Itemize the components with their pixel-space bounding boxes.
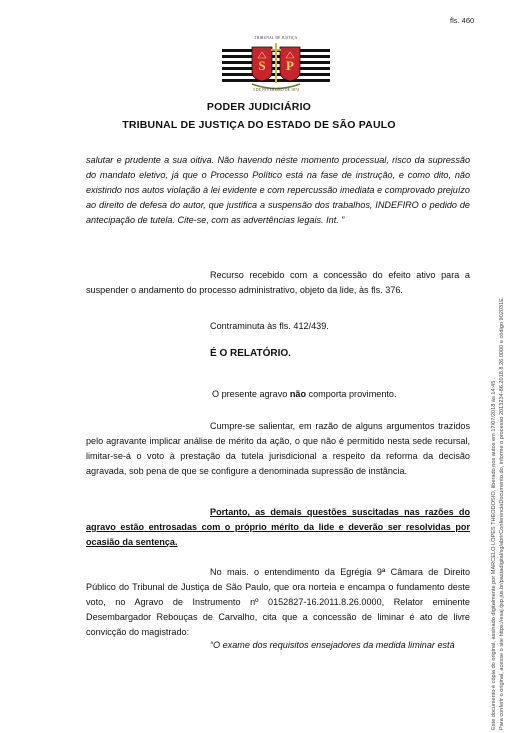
stamp-line-1: Este documento é cópia do original, assinado digitalmente por MARCELO LOPES THEODOSIO, liberado nos autos em 17/07/2018 às 14:45 . (491, 377, 497, 730)
emblem-graphic (222, 41, 330, 93)
stamp-line-2: Para conferir o original, acesse o site https://esaj.tjsp.jus.br/pastadigital/sg/abrirConferenciaDocumento.do, informe o processo 2013234-86.2018.8.26.0000 e código 902031E. (499, 296, 505, 730)
agravo-text-post: comporta provimento. (306, 389, 397, 399)
digital-signature-stamp (490, 297, 506, 730)
relatorio-heading: É O RELATÓRIO. (210, 348, 291, 359)
quote-continuation-paragraph: salutar e prudente a sua oitiva. Não havendo neste momento processual, risco da supressão do mandato eletivo, já que o Processo Político está na fase de instrução, e como dito, não existindo nos autos violação à lei evidente e com repercussão imediata e comprovado prejuízo ao direito de defesa do autor, que justifica a suspensão dos trabalhos, INDEFIRO o pedido de antecipação de tutela. Cite-se, com as advertências legais. Int. ” (86, 155, 470, 225)
portanto-paragraph (86, 505, 470, 550)
emblem-top-caption: TRIBUNAL DE JUSTIÇA (254, 36, 298, 40)
agravo-text-bold: não (289, 389, 307, 399)
cumpre-text: Cumpre-se salientar, em razão de alguns argumentos trazidos pelo agravante implicar análise de mérito da ação, o que não é permitido nesta sede recursal, limitar-se-á o voto à prestação da tutela jurisdicional a respeito da reforma da decisão agravada, sob pena de que se configure a denominada supressão de instância. (86, 421, 470, 476)
agravo-text-pre: O presente agravo (212, 389, 290, 399)
emblem-bottom-caption: 3 DE FEVEREIRO DE 1874 (252, 88, 300, 92)
no-mais-paragraph (86, 565, 470, 640)
contraminuta-paragraph: Contraminuta às fls. 412/439. (210, 321, 329, 331)
page-number: fls. 460 (450, 16, 475, 25)
agravo-paragraph (212, 387, 472, 402)
cumpre-paragraph (86, 419, 470, 479)
court-emblem (222, 36, 330, 94)
portanto-text: Portanto, as demais questões suscitadas nas razões do agravo estão entrosadas com o próprio mérito da lide e deverão ser resolvidas por ocasião da sentença. (86, 507, 470, 547)
header-line-2: TRIBUNAL DE JUSTIÇA DO ESTADO DE SÃO PAULO (122, 119, 396, 131)
emblem-letter-p: P (286, 58, 294, 73)
recurso-paragraph (86, 268, 470, 298)
recurso-text: Recurso recebido com a concessão do efeito ativo para a suspender o andamento do processo administrativo, objeto da lide, às fls. 376. (86, 270, 470, 295)
quote-start-paragraph: “O exame dos requisitos ensejadores da medida liminar está (210, 640, 455, 650)
emblem-letter-s: S (258, 58, 266, 73)
no-mais-text: No mais. o entendimento da Egrégia 9ª Câmara de Direito Público do Tribunal de Justiça de São Paulo, que ora norteia e encampa o fundamento deste voto, no Agravo de Instrumento nº 0152827-16.2011.8.26.0000, Relator eminente Desembargador Rebouças de Carvalho, cita que a concessão de liminar é ato de livre convicção do magistrado: (86, 567, 470, 637)
header-line-1: PODER JUDICIÁRIO (206, 101, 312, 113)
